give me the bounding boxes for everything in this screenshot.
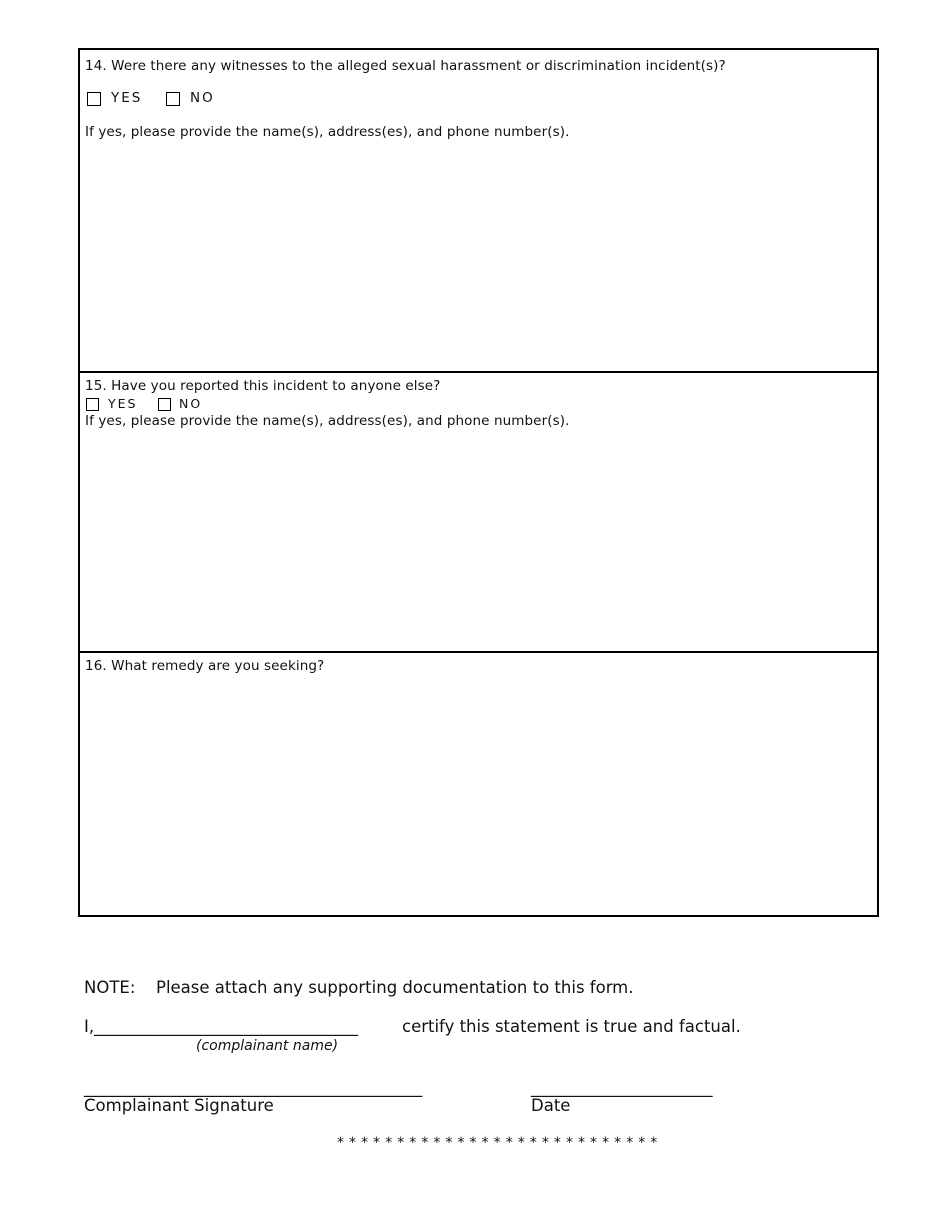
q14-instruction: If yes, please provide the name(s), address(es), and phone number(s). bbox=[85, 124, 570, 140]
q15-answer-area[interactable] bbox=[85, 437, 872, 645]
q15-yes-checkbox[interactable] bbox=[86, 398, 99, 411]
q15-no-checkbox[interactable] bbox=[158, 398, 171, 411]
q14-answer-area[interactable] bbox=[85, 150, 872, 365]
q14-yes-label: YES bbox=[111, 90, 143, 106]
complaint-form-table bbox=[78, 48, 879, 917]
date-line[interactable]: ______________________ bbox=[531, 1078, 713, 1097]
q14-question: 14. Were there any witnesses to the alleged sexual harassment or discrimination incident(s)? bbox=[85, 58, 726, 74]
certify-name-line[interactable]: I,________________________________ bbox=[84, 1017, 359, 1036]
q15-question: 15. Have you reported this incident to anyone else? bbox=[85, 378, 441, 394]
signature-label: Complainant Signature bbox=[84, 1096, 274, 1115]
complainant-name-caption: (complainant name) bbox=[196, 1038, 339, 1054]
note-label: NOTE: bbox=[84, 978, 136, 997]
end-of-form-marker: * * * * * * * * * * * * * * * * * * * * * * * * * * * bbox=[337, 1135, 658, 1151]
note-text: Please attach any supporting documentation to this form. bbox=[156, 978, 634, 997]
q15-instruction: If yes, please provide the name(s), address(es), and phone number(s). bbox=[85, 413, 570, 429]
q16-answer-area[interactable] bbox=[85, 683, 872, 909]
section-q14 bbox=[80, 50, 877, 373]
q14-no-checkbox[interactable] bbox=[166, 92, 180, 106]
q14-yes-checkbox[interactable] bbox=[87, 92, 101, 106]
signature-line[interactable]: _________________________________________ bbox=[84, 1078, 423, 1097]
q16-question: 16. What remedy are you seeking? bbox=[85, 658, 325, 674]
q14-no-label: NO bbox=[190, 90, 215, 106]
q15-no-label: NO bbox=[179, 396, 203, 411]
section-q15 bbox=[80, 373, 877, 653]
certify-statement: certify this statement is true and factual. bbox=[402, 1017, 741, 1036]
date-label: Date bbox=[531, 1096, 571, 1115]
q15-yes-label: YES bbox=[108, 396, 138, 411]
section-q16 bbox=[80, 653, 877, 915]
